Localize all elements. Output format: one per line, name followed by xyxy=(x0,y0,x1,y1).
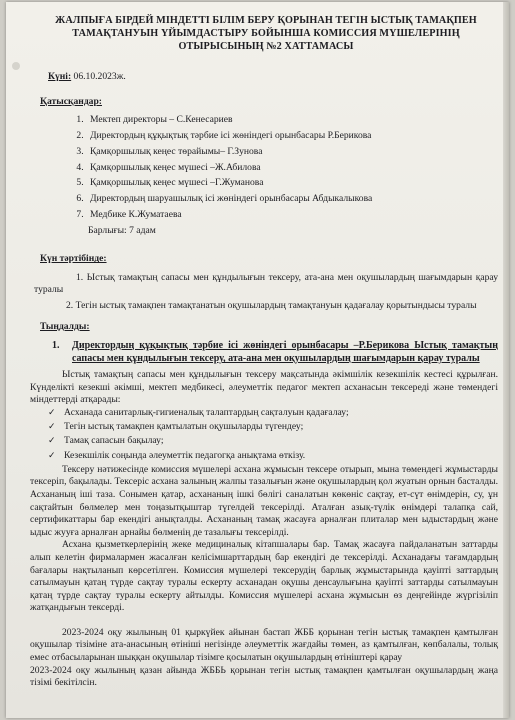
agenda-heading: Күн тәртібінде: xyxy=(40,253,107,265)
document-body xyxy=(30,14,498,690)
heard-heading: Тыңдалды: xyxy=(40,320,90,332)
participant-item: 7. Медбике К.Жуматаева xyxy=(86,209,498,222)
participants-heading: Қатысқандар: xyxy=(40,95,102,107)
list-item xyxy=(48,435,498,448)
participant-item: 4. Қамқоршылық кеңес мүшесі –Ж.Абилова xyxy=(86,162,498,175)
agenda-item: 2. Тегін ыстық тамақпен тамақтанатын оқушылардың тамақтануын қадағалау қорытындысы туралы xyxy=(66,300,477,312)
checkmark-icon: ✓ xyxy=(48,422,56,433)
topic-text: Директордың құқықтық тәрбие ісі жөніндегі орынбасары –Р.Берикова Ыстық тамақтың сапасы мен құндылығын тексеру, ата-ана мен оқушылардың шағымдарын қарау туралы xyxy=(72,340,498,365)
paragraph: Ыстық тамақтың сапасы мен құндылығын тексеру мақсатында әкімшілік кезекшілік кестесі құрылған. Күнделікті кезекші әкімші, мектеп медбикесі, әлеуметтік педагог мектеп асханасын тексереді және төмендегі міндеттерді атқарады: xyxy=(30,369,498,406)
page-edge-shadow xyxy=(503,2,509,718)
date-value: 06.10.2023ж. xyxy=(71,71,126,82)
heard-topic xyxy=(52,339,498,365)
topic-number: 1. xyxy=(52,340,60,352)
participant-item: 6. Директордың шаруашылық ісі жөніндегі орынбасары Абдыкалыкова xyxy=(86,193,498,206)
document-page xyxy=(6,2,509,718)
list-item-text: Тегін ыстық тамақпен қамтылатын оқушыларды түгендеу; xyxy=(64,421,304,433)
list-item-text: Асханада санитарлық-гигиеналық талаптардың сақталуын қадағалау; xyxy=(64,407,349,418)
agenda-item: 1. Ыстық тамақтың сапасы мен құндылығын тексеру, ата-ана мен оқушылардың шағымдарын қарау туралы xyxy=(34,271,498,296)
list-item xyxy=(48,421,498,434)
paragraph: Асхана қызметкерлерінің жеке медициналық кітапшалары бар. Тамақ жасауға пайдаланатын заттарды алып келетін фирмалармен жасалған келісімшарттардың бар екендігі де тексерілді. Асханадағы тағамдардың бағалары нақтыланып көрсетілген. Комиссия мүшелері тексерудің барлық жұмыстарында қауіпті заттардың сатылмауын қатаң түрде сақтау туралы ескерту асханадан оқушы денсаулығына қауіпті заттарды сатылмауын қатаң түрде сақтау туралы ескерту айтылды. Комиссия мүшелері асхана жұмысын өз деңгейінде жүргізіліп жатқандығын тексерді. xyxy=(30,539,498,614)
participants-total: Барлығы: 7 адам xyxy=(88,224,156,236)
paragraph: 2023-2024 оқу жылының қазан айында ЖББЬ қорынан тегін ыстық тамақпен қамтылған оқушылардың жаңа тізімі бекітілсін. xyxy=(30,664,498,689)
duties-list xyxy=(30,407,498,462)
date-label: Күні: xyxy=(48,71,72,82)
list-item xyxy=(48,450,498,463)
agenda-list xyxy=(30,272,498,313)
participant-item: 1. Мектеп директоры – С.Кенесариев xyxy=(86,114,498,127)
list-item-text: Тамақ сапасын бақылау; xyxy=(64,435,164,447)
participant-item: 3. Қамқоршылық кеңес төрайымы– Г.Зунова xyxy=(86,146,498,159)
participants-list xyxy=(30,114,498,221)
paragraph: Тексеру нәтижесінде комиссия мүшелері асхана жұмысын тексере отырып, мына төмендегі жұмыстарды тексеріп, бақылады. Тексеріс асхана залының жалпы тазалығын және оқушылардың қол жуатын орнын басталды. Асхананың іші таза. Сонымен қатар, асхананың ішкі бөлігі саналатын көкөніс сақтау, ет-сүт өнімдерін, су, ұн сақтайтын бөлмелер мен тоңазытқыштар түгелдей тексерілді. Аталған азық-түлік өнімдері талапқа сай, сертификаттары бар екендігі анықталды. Асхананың тамақ жасауға арналған плиталар мен ыдыстардың және ыдыс жууға арналған арнайы бөлменің де тазалығы тексерілді. xyxy=(30,463,498,538)
document-title: ЖАЛПЫҒА БІРДЕЙ МІНДЕТТІ БІЛІМ БЕРУ ҚОРЫНАН ТЕГІН ЫСТЫҚ ТАМАҚПЕН ТАМАҚТАНУЫН ҮЙЫМДАСТЫРУ БОЙЫНША КОМИССИЯ МҮШЕЛЕРІНІҢ ОТЫРЫСЫНЫҢ №2 ХАТТАМАСЫ xyxy=(55,15,477,52)
participant-item: 2. Директордың құқықтық тәрбие ісі жөніндегі орынбасары Р.Берикова xyxy=(86,130,498,143)
paragraph: 2023-2024 оқу жылының 01 қыркүйек айынан бастап ЖББ қорынан тегін ыстық тамақпен қамтылған оқушылар тізіміне ата-анасының өтініші негізінде әлеуметтік жағдайы төмен, аз қамтылған, көпбалалы, толық емес отбасыларынан шыққан оқушылар тізімге қосылатын оқушылардың өтініштері қарау xyxy=(30,626,498,664)
punch-hole-mark xyxy=(12,62,20,70)
meeting-date xyxy=(48,71,498,84)
participant-item: 5. Қамқоршылық кеңес мүшесі –Г.Жуманова xyxy=(86,177,498,190)
spacer xyxy=(30,615,498,627)
list-item xyxy=(48,407,498,420)
checkmark-icon: ✓ xyxy=(48,408,56,418)
list-item-text: Кезекшілік соңында әлеуметтік педагогқа анықтама өткізу. xyxy=(64,449,306,461)
checkmark-icon: ✓ xyxy=(48,450,56,461)
checkmark-icon: ✓ xyxy=(48,436,56,447)
